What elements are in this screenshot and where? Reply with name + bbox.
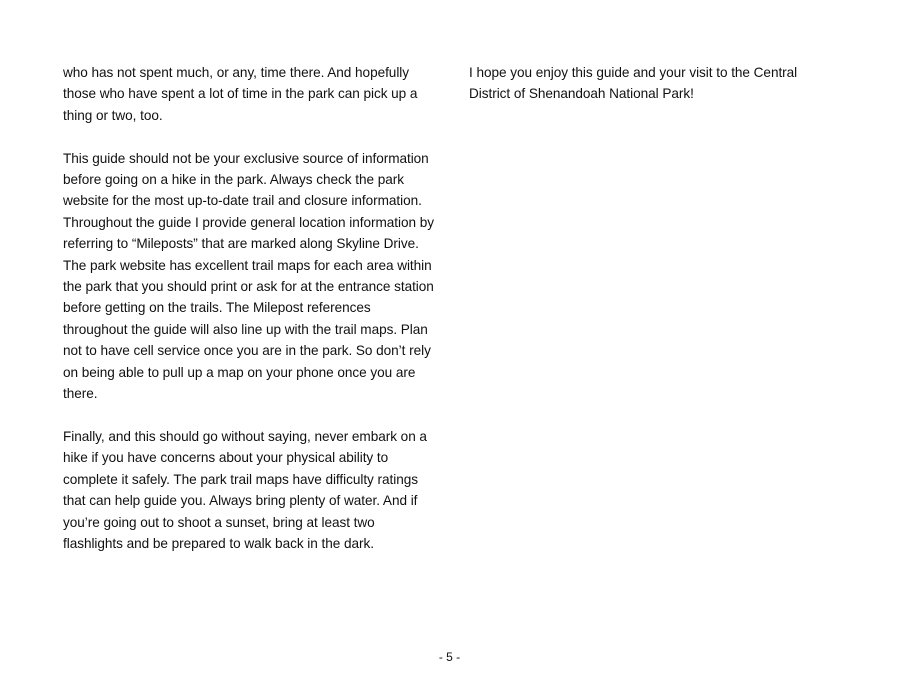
paragraph-closing-wish: I hope you enjoy this guide and your visit to the Central District of Shenandoah National Park! [469,65,798,102]
paragraph-source-advice: This guide should not be your exclusive source of information before going on a hike in the park. Always check the park website for the most up-to-date trail and closure information. Throughout the guide I provide general location information by referring to “Mileposts” that are marked along Skyline Drive. The park website has excellent trail maps for each area within the park that you should print or ask for at the entrance station before getting on the trails. The Milepost references throughout the guide will also line up with the trail maps. Plan not to have cell service once you are in the park. So don’t rely on being able to pull up a map on your phone once you are there. [63,150,434,402]
left-text-column [63,62,435,554]
right-text-column [469,62,841,105]
paragraph-intro-continuation: who has not spent much, or any, time there. And hopefully those who have spent a lot of time in the park can pick up a thing or two, too. [63,65,418,123]
paragraph-safety-advice: Finally, and this should go without saying, never embark on a hike if you have concerns about your physical ability to complete it safely. The park trail maps have difficulty ratings that can help guide you. Always bring plenty of water. And if you’re going out to shoot a sunset, bring at least two flashlights and be prepared to walk back in the dark. [63,428,427,551]
page-number: - 5 - [438,650,461,664]
